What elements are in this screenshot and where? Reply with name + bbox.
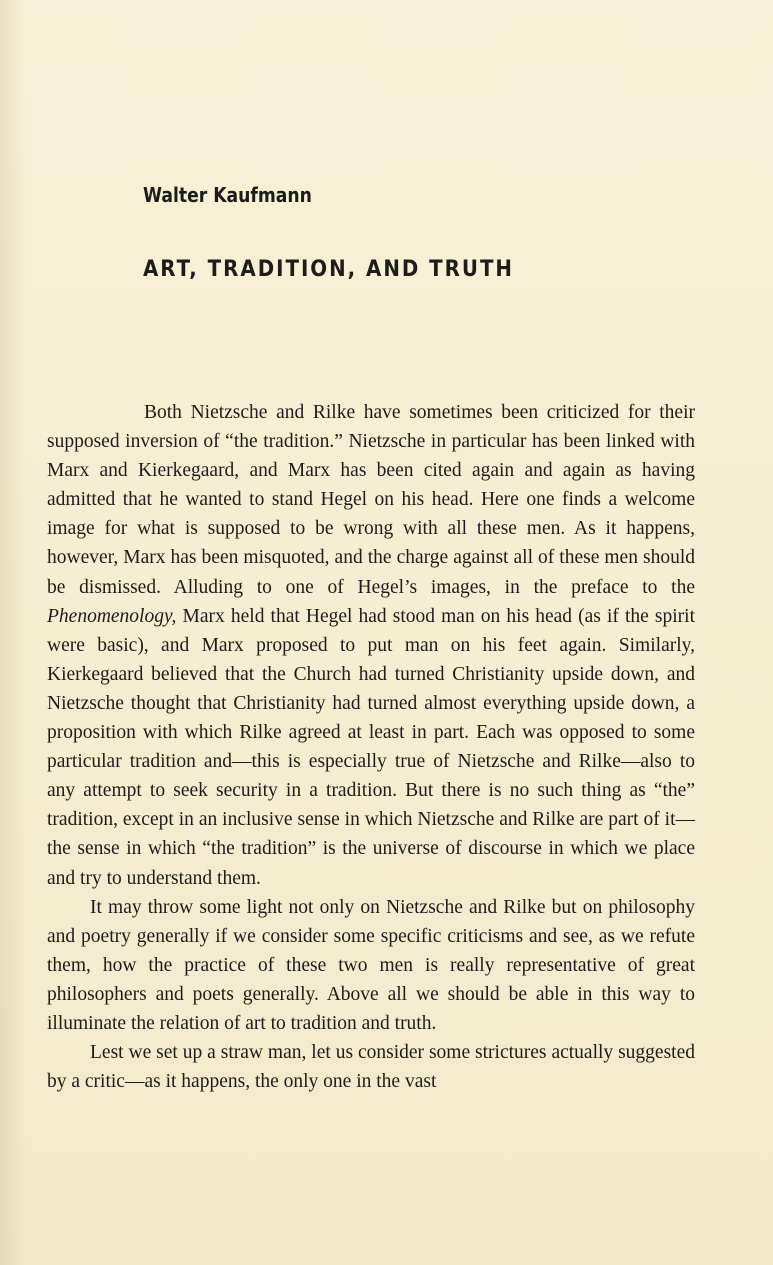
paragraph: Lest we set up a straw man, let us consider some strictures actually suggested by a critic—as it happens, the only one in the vast	[47, 1042, 695, 1093]
paragraph-text: Both Nietzsche and Rilke have sometimes been criticized for their supposed inversion of “the tradition.” Nietzsche in particular has been linked with Marx and Kierkegaard, and Marx has been cited again and again as having admitted that he wanted to stand Hegel on his head. Here one finds a welcome image for what is supposed to be wrong with all these men. As it happens, however, Marx has been misquoted, and the charge against all of these men should be dismissed. Alluding to one of Hegel’s images, in the preface to the	[47, 402, 695, 598]
paragraph	[47, 398, 695, 893]
paragraph: It may throw some light not only on Nietzsche and Rilke but on philosophy and poetry generally if we consider some specific criticisms and see, as we refute them, how the practice of these two men is really representative of great philosophers and poets generally. Above all we should be able in this way to illuminate the relation of art to tradition and truth.	[47, 896, 695, 1034]
italic-book-title: Phenomenology,	[47, 605, 177, 627]
body-text	[47, 398, 695, 1096]
author-name: Walter Kaufmann	[143, 183, 312, 207]
chapter-title: ART, TRADITION, AND TRUTH	[143, 257, 514, 282]
paragraph-text: Marx held that Hegel had stood man on his head (as if the spirit were basic), and Marx proposed to put man on his feet again. Similarly, Kierkegaard believed that the Church had turned Christianity upside down, and Nietzsche thought that Christianity had turned almost everything upside down, a proposition with which Rilke agreed at least in part. Each was opposed to some particular tradition and—this is especially true of Nietzsche and Rilke—also to any attempt to seek security in a tradition. But there is no such thing as “the” tradition, except in an inclusive sense in which Nietzsche and Rilke are part of it—the sense in which “the tradition” is the universe of discourse in which we place and try to understand them.	[47, 605, 695, 889]
